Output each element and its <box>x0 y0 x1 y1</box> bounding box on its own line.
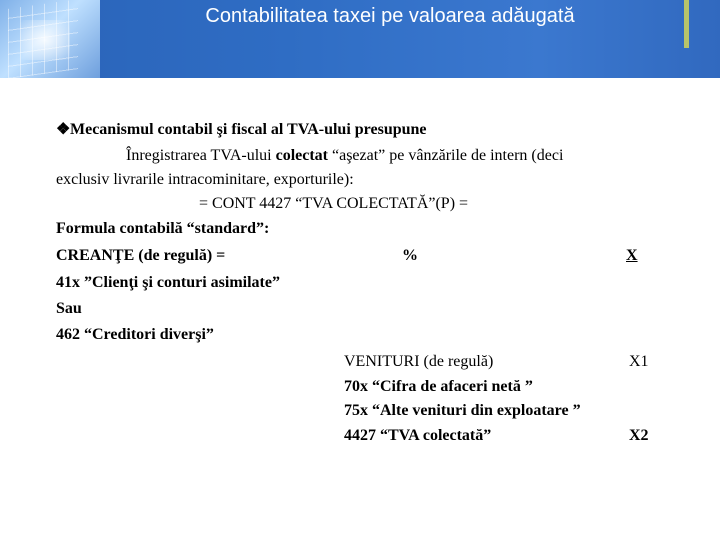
paragraph-line-1: Înregistrarea TVA-ului colectat “aşezat” pe vânzările de intern (deci <box>126 147 564 164</box>
account-462: 462 “Creditori diverşi” <box>56 326 214 343</box>
account-70x: 70x “Cifra de afaceri netă ” <box>344 378 533 395</box>
header-decorative-image <box>0 0 100 78</box>
amount-x: X <box>626 247 638 264</box>
account-4427: 4427 “TVA colectată” <box>344 427 492 444</box>
account-heading: = CONT 4427 “TVA COLECTATĂ”(P) = <box>199 195 469 212</box>
bullet-text: Mecanismul contabil şi fiscal al TVA-ului presupune <box>70 121 427 138</box>
percent-symbol: % <box>402 247 418 264</box>
credit-row-label: VENITURI (de regulă) <box>344 353 494 370</box>
amount-x1: X1 <box>629 353 649 370</box>
paragraph-line-2: exclusiv livrarile intracominitare, exporturile): <box>56 171 354 188</box>
account-75x: 75x “Alte venituri din exploatare ” <box>344 402 581 419</box>
header-banner <box>0 0 720 78</box>
emphasis-colectat: colectat <box>275 147 328 164</box>
or-label: Sau <box>56 300 82 317</box>
header-accent-bar <box>684 0 689 48</box>
slide-title: Contabilitatea taxei pe valoarea adăugată <box>205 5 575 27</box>
diamond-bullet-icon: ❖ <box>56 121 71 138</box>
debit-row-label: CREANŢE (de regulă) = <box>56 247 226 264</box>
bullet-line <box>56 120 427 140</box>
account-41x: 41x ”Clienţi şi conturi asimilate” <box>56 274 280 291</box>
amount-x2: X2 <box>629 427 649 444</box>
formula-heading: Formula contabilă “standard”: <box>56 220 270 237</box>
